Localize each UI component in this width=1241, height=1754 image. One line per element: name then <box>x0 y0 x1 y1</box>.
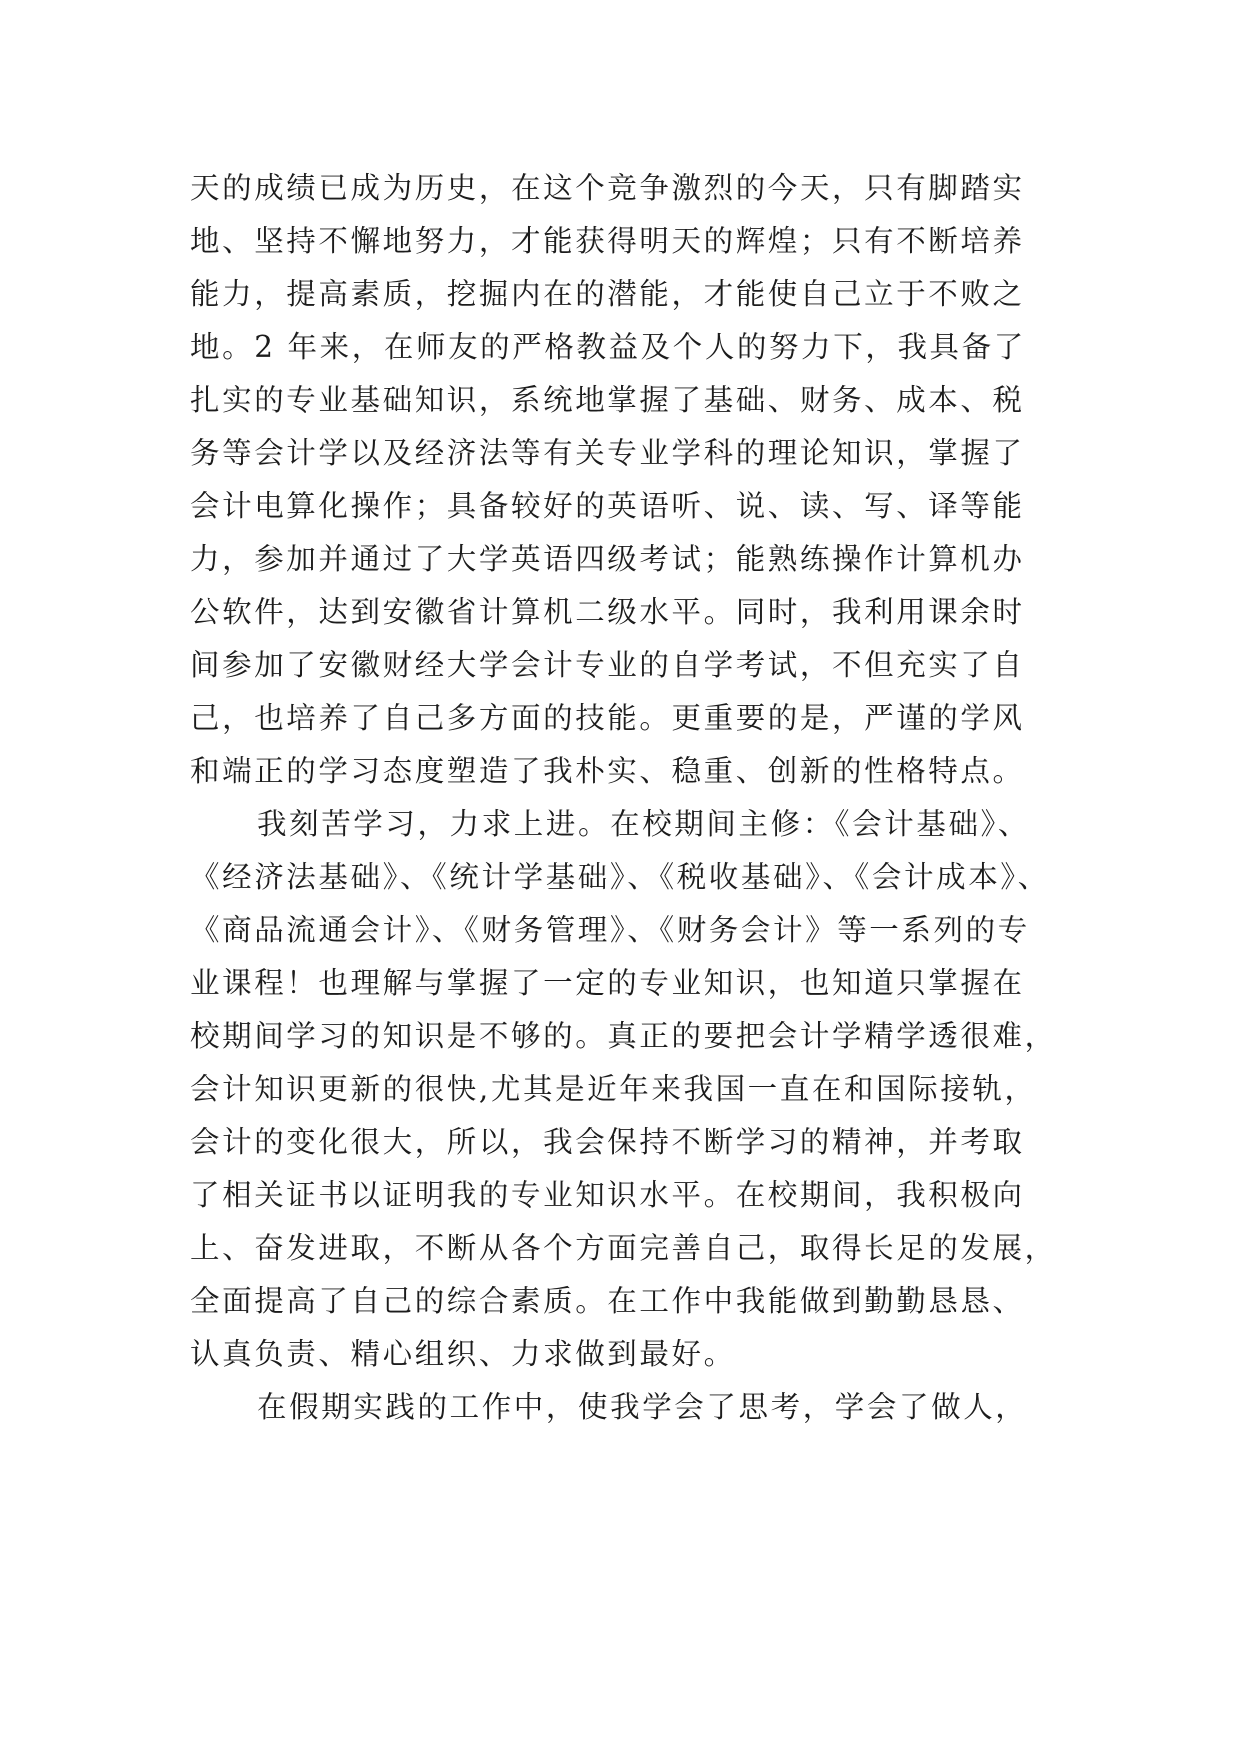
text-line: 认真负责、精心组织、力求做到最好。 <box>190 1337 736 1371</box>
text-line: 己，也培养了自己多方面的技能。更重要的是，严谨的学风 <box>190 701 1025 735</box>
text-line: 天的成绩已成为历史，在这个竞争激烈的今天，只有脚踏实 <box>190 171 1025 205</box>
paragraph-3 <box>190 1381 1090 1434</box>
text-line: 间参加了安徽财经大学会计专业的自学考试，不但充实了自 <box>190 648 1025 682</box>
text-line: 会计知识更新的很快,尤其是近年来我国一直在和国际接轨， <box>190 1072 1037 1106</box>
paragraph-1 <box>190 162 1090 798</box>
paragraph-2 <box>190 798 1090 1381</box>
text-line: 地、坚持不懈地努力，才能获得明天的辉煌；只有不断培养 <box>190 224 1025 258</box>
text-line: 会计电算化操作；具备较好的英语听、说、读、写、译等能 <box>190 489 1025 523</box>
text-line: 扎实的专业基础知识，系统地掌握了基础、财务、成本、税 <box>190 383 1025 417</box>
text-line-indented: 我刻苦学习，力求上进。在校期间主修：《会计基础》、 <box>257 807 1031 841</box>
text-line: 全面提高了自己的综合素质。在工作中我能做到勤勤恳恳、 <box>190 1284 1025 1318</box>
text-line: 会计的变化很大，所以，我会保持不断学习的精神，并考取 <box>190 1125 1025 1159</box>
text-line: 地。2 年来，在师友的严格教益及个人的努力下，我具备了 <box>190 330 1026 364</box>
text-line-indented: 在假期实践的工作中，使我学会了思考，学会了做人， <box>257 1390 1028 1424</box>
text-line: 上、奋发进取，不断从各个方面完善自己，取得长足的发展， <box>190 1231 1057 1265</box>
text-line: 力，参加并通过了大学英语四级考试；能熟练操作计算机办 <box>190 542 1025 576</box>
text-line: 和端正的学习态度塑造了我朴实、稳重、创新的性格特点。 <box>190 754 1025 788</box>
text-line: 能力，提高素质，挖掘内在的潜能，才能使自己立于不败之 <box>190 277 1025 311</box>
text-line: 公软件，达到安徽省计算机二级水平。同时，我利用课余时 <box>190 595 1025 629</box>
text-line: 务等会计学以及经济法等有关专业学科的理论知识，掌握了 <box>190 436 1025 470</box>
text-line: 《经济法基础》、《统计学基础》、《税收基础》、《会计成本》、 <box>190 860 1050 894</box>
text-line: 业课程！也理解与掌握了一定的专业知识，也知道只掌握在 <box>190 966 1025 1000</box>
text-line: 校期间学习的知识是不够的。真正的要把会计学精学透很难， <box>190 1019 1057 1053</box>
text-line: 了相关证书以证明我的专业知识水平。在校期间，我积极向 <box>190 1178 1025 1212</box>
document-body <box>190 162 1090 1434</box>
text-line: 《商品流通会计》、《财务管理》、《财务会计》等一系列的专 <box>190 913 1030 947</box>
